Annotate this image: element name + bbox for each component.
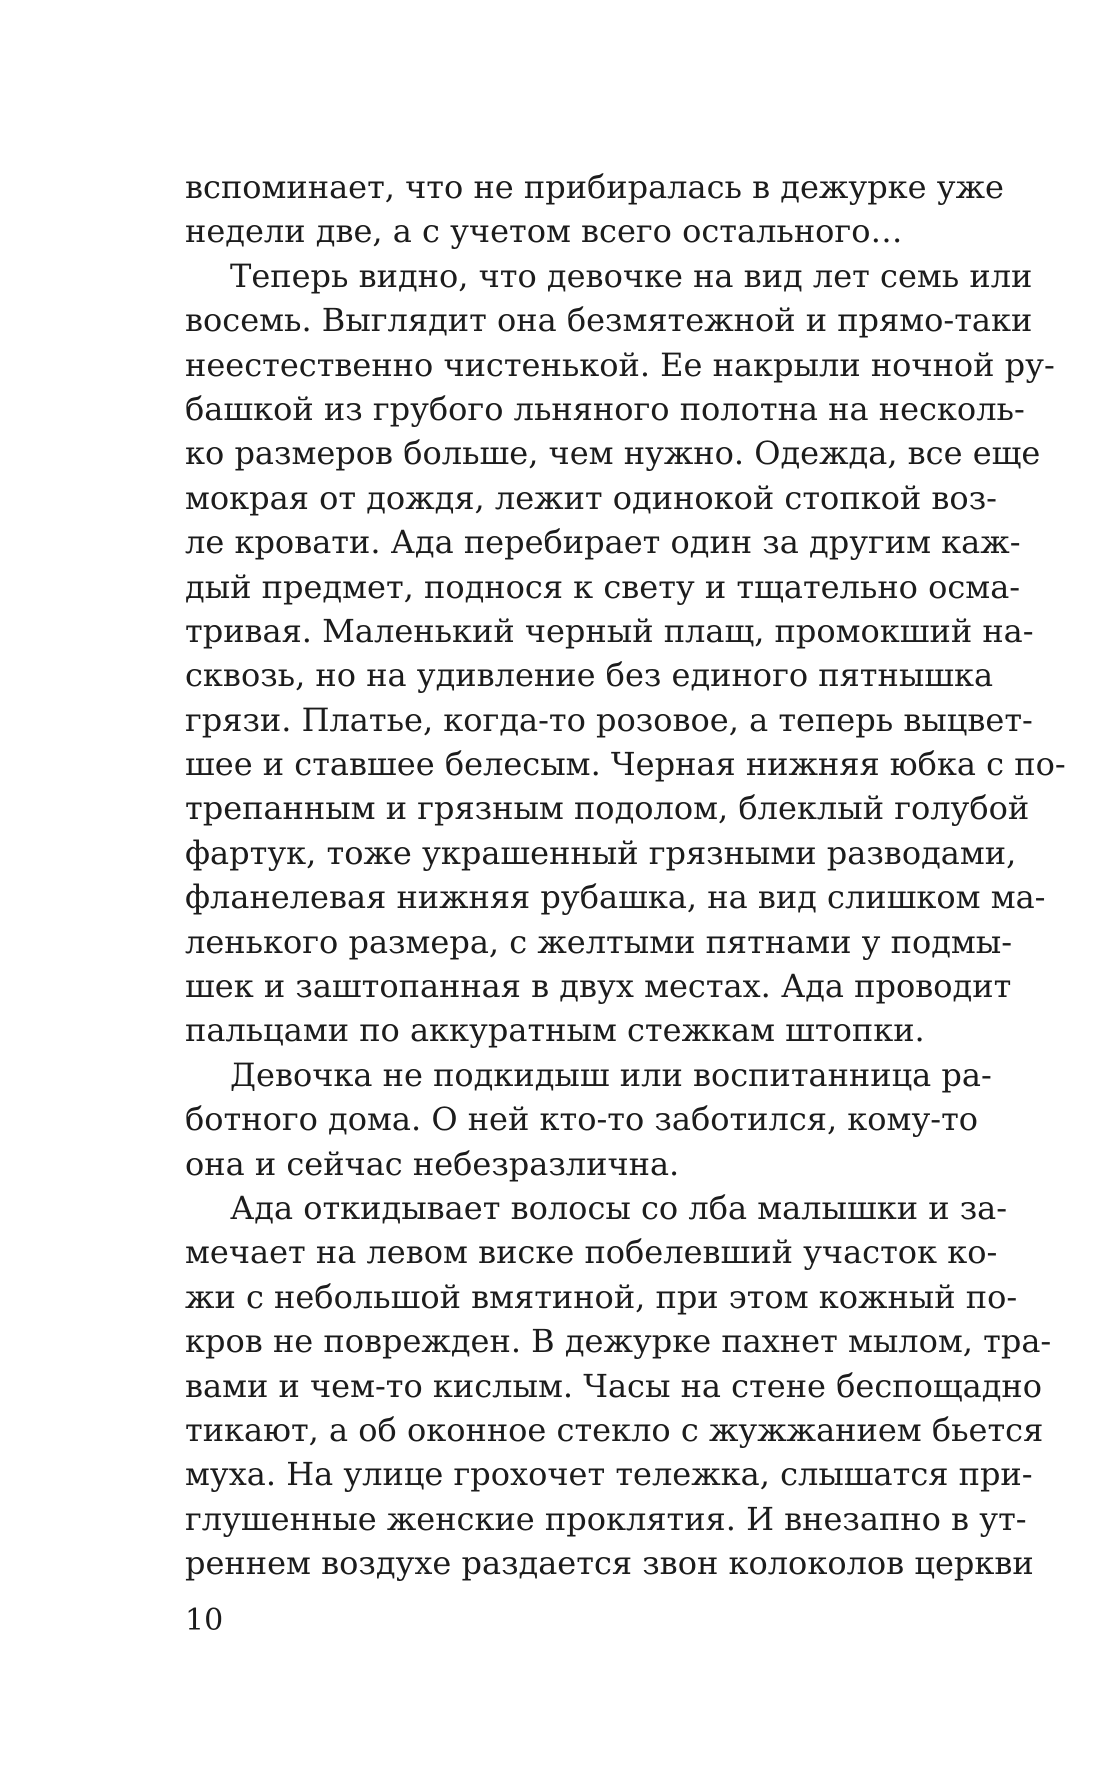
text-line: фартук, тоже украшенный грязными разводами, xyxy=(185,833,1017,872)
text-line: дый предмет, поднося к свету и тщательно осма- xyxy=(185,567,1021,606)
text-line: шек и заштопанная в двух местах. Ада проводит xyxy=(185,967,1012,1006)
text-line: ко размеров больше, чем нужно. Одежда, все еще xyxy=(185,434,1041,473)
text-line: грязи. Платье, когда-то розовое, а теперь выцвет- xyxy=(185,700,1033,739)
text-line: башкой из грубого льняного полотна на несколь- xyxy=(185,389,1025,428)
page-number: 10 xyxy=(185,1603,224,1638)
text-line: муха. На улице грохочет тележка, слышатся при- xyxy=(185,1455,1033,1494)
text-line: сквозь, но на удивление без единого пятнышка xyxy=(185,656,994,695)
text-line: вспоминает, что не прибиралась в дежурке уже xyxy=(185,168,1004,206)
paragraph xyxy=(185,165,1004,254)
text-line: Теперь видно, что девочке на вид лет семь или xyxy=(230,256,1033,295)
text-line: глушенные женские проклятия. И внезапно в ут- xyxy=(185,1499,1027,1538)
text-line: тикают, а об оконное стекло с жужжанием бьется xyxy=(185,1410,1044,1449)
text-line: восемь. Выглядит она безмятежной и прямо-таки xyxy=(185,301,1033,340)
paragraph xyxy=(185,1053,992,1186)
text-line: тривая. Маленький черный плащ, промокший на- xyxy=(185,611,1034,650)
paragraph xyxy=(185,1186,1052,1586)
text-line: мечает на левом виске побелевший участок ко- xyxy=(185,1233,998,1272)
text-line: шее и ставшее белесым. Черная нижняя юбка с по- xyxy=(185,745,1066,784)
text-line: она и сейчас небезразлична. xyxy=(185,1144,680,1183)
text-line: ботного дома. О ней кто-то заботился, кому-то xyxy=(185,1100,979,1139)
text-line: жи с небольшой вмятиной, при этом кожный по- xyxy=(185,1277,1018,1316)
text-line: трепанным и грязным подолом, блеклый голубой xyxy=(185,789,1030,828)
text-line: кров не поврежден. В дежурке пахнет мылом, тра- xyxy=(185,1322,1052,1361)
text-line: ленького размера, с желтыми пятнами у подмы- xyxy=(185,922,1013,961)
text-line: пальцами по аккуратным стежкам штопки. xyxy=(185,1011,925,1050)
text-line: мокрая от дождя, лежит одинокой стопкой воз- xyxy=(185,478,997,517)
text-line: Девочка не подкидыш или воспитанница ра- xyxy=(230,1055,992,1094)
text-line: неестественно чистенькой. Ее накрыли ночной ру- xyxy=(185,345,1055,384)
text-line: фланелевая нижняя рубашка, на вид слишком ма- xyxy=(185,878,1046,917)
text-line: недели две, а с учетом всего остального… xyxy=(185,212,903,251)
text-line: реннем воздухе раздается звон колоколов церкви xyxy=(185,1544,1034,1583)
text-line: вами и чем-то кислым. Часы на стене беспощадно xyxy=(185,1366,1042,1405)
text-line: ле кровати. Ада перебирает один за другим каж- xyxy=(185,523,1021,562)
text-line: Ада откидывает волосы со лба малышки и за- xyxy=(230,1188,1008,1227)
paragraph xyxy=(185,254,1066,1053)
body-text xyxy=(185,165,1066,1586)
